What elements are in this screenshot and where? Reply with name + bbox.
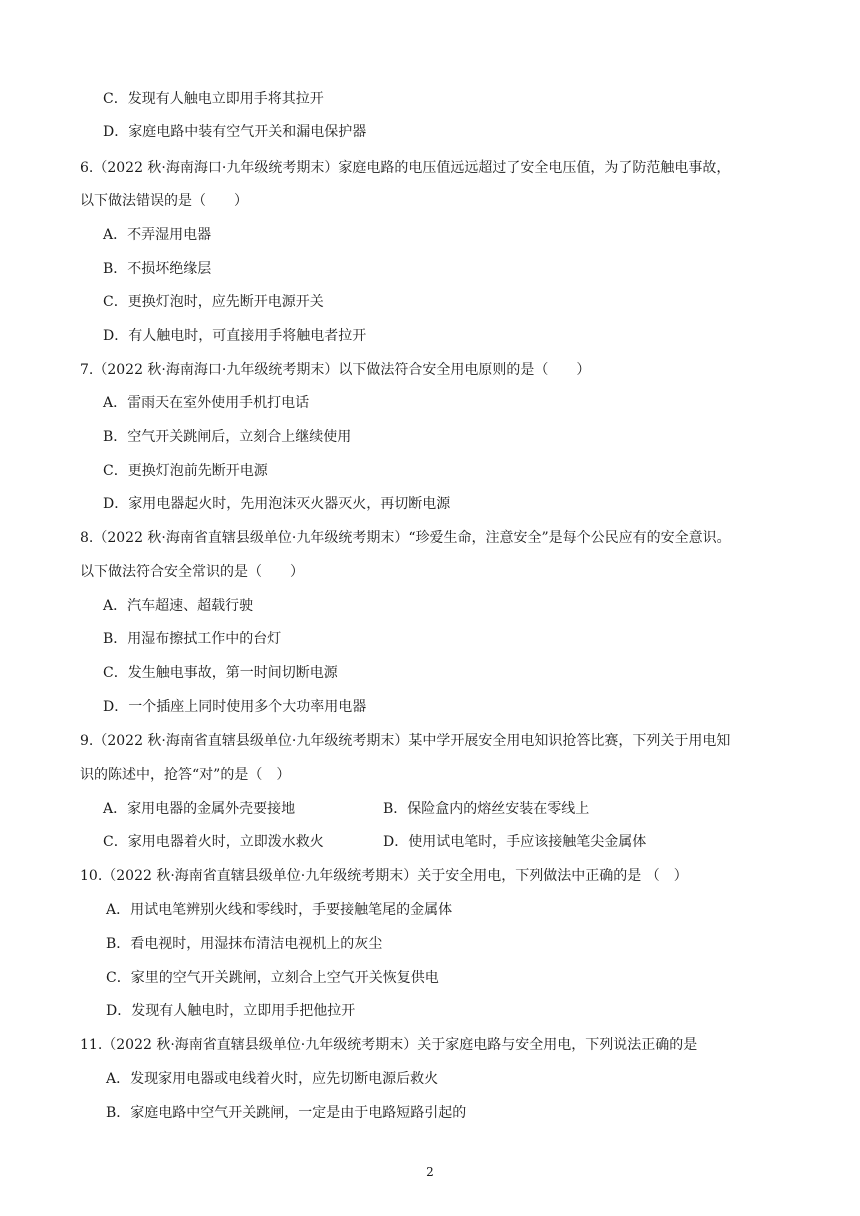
q9-option-a: A．家用电器的金属外壳要接地 — [103, 801, 296, 817]
q8-stem-line1: 8.（2022 秋·海南省直辖县级单位·九年级统考期末）“珍爱生命，注意安全”是每个公民应有的安全意识。 — [80, 530, 731, 546]
q10-option-d: D．发现有人触电时，立即用手把他拉开 — [106, 1003, 356, 1019]
q10-option-a: A．用试电笔辨别火线和零线时，手要接触笔尾的金属体 — [106, 902, 453, 918]
q9-stem-line1: 9.（2022 秋·海南省直辖县级单位·九年级统考期末）某中学开展安全用电知识抢答比赛，下列关于用电知 — [80, 733, 731, 749]
q6-stem-line2: 以下做法错误的是（ ） — [80, 193, 248, 209]
q10-option-b: B．看电视时，用湿抹布清洁电视机上的灰尘 — [106, 936, 383, 952]
q10-stem: 10.（2022 秋·海南省直辖县级单位·九年级统考期末）关于安全用电，下列做法中正确的是 （ ） — [80, 868, 688, 884]
q11-option-a: A．发现家用电器或电线着火时，应先切断电源后救火 — [106, 1071, 439, 1087]
page-number: 2 — [426, 1165, 434, 1179]
q7-option-c: C．更换灯泡前先断开电源 — [103, 463, 268, 479]
q6-option-d: D．有人触电时，可直接用手将触电者拉开 — [103, 328, 367, 344]
q6-option-c: C．更换灯泡时，应先断开电源开关 — [103, 294, 324, 310]
q5-option-c: C．发现有人触电立即用手将其拉开 — [103, 91, 324, 107]
q5-option-d: D．家庭电路中装有空气开关和漏电保护器 — [103, 124, 367, 140]
q11-stem: 11.（2022 秋·海南省直辖县级单位·九年级统考期末）关于家庭电路与安全用电，下列说法正确的是 — [80, 1037, 698, 1053]
q6-stem-line1: 6.（2022 秋·海南海口·九年级统考期末）家庭电路的电压值远远超过了安全电压值，为了防范触电事故， — [80, 160, 731, 176]
q7-stem: 7.（2022 秋·海南海口·九年级统考期末）以下做法符合安全用电原则的是（ ） — [80, 362, 591, 378]
q8-option-c: C．发生触电事故，第一时间切断电源 — [103, 665, 338, 681]
q7-option-a: A．雷雨天在室外使用手机打电话 — [103, 395, 310, 411]
q6-option-b: B．不损坏绝缘层 — [103, 261, 212, 277]
q9-option-c: C．家用电器着火时，立即泼水救火 — [103, 834, 324, 850]
q9-option-b: B．保险盒内的熔丝安装在零线上 — [383, 801, 590, 817]
q9-stem-line2: 识的陈述中，抢答“对”的是（ ） — [80, 767, 291, 783]
q9-option-d: D．使用试电笔时，手应该接触笔尖金属体 — [383, 834, 647, 850]
q8-stem-line2: 以下做法符合安全常识的是（ ） — [80, 564, 304, 580]
q7-option-b: B．空气开关跳闸后，立刻合上继续使用 — [103, 429, 352, 445]
q11-option-b: B．家庭电路中空气开关跳闸，一定是由于电路短路引起的 — [106, 1105, 467, 1121]
q6-option-a: A．不弄湿用电器 — [103, 227, 212, 243]
q8-option-b: B．用湿布擦拭工作中的台灯 — [103, 631, 282, 647]
q10-option-c: C．家里的空气开关跳闸，立刻合上空气开关恢复供电 — [106, 970, 439, 986]
q7-option-d: D．家用电器起火时，先用泡沫灭火器灭火，再切断电源 — [103, 496, 451, 512]
q8-option-a: A．汽车超速、超载行驶 — [103, 598, 254, 614]
q8-option-d: D．一个插座上同时使用多个大功率用电器 — [103, 699, 367, 715]
